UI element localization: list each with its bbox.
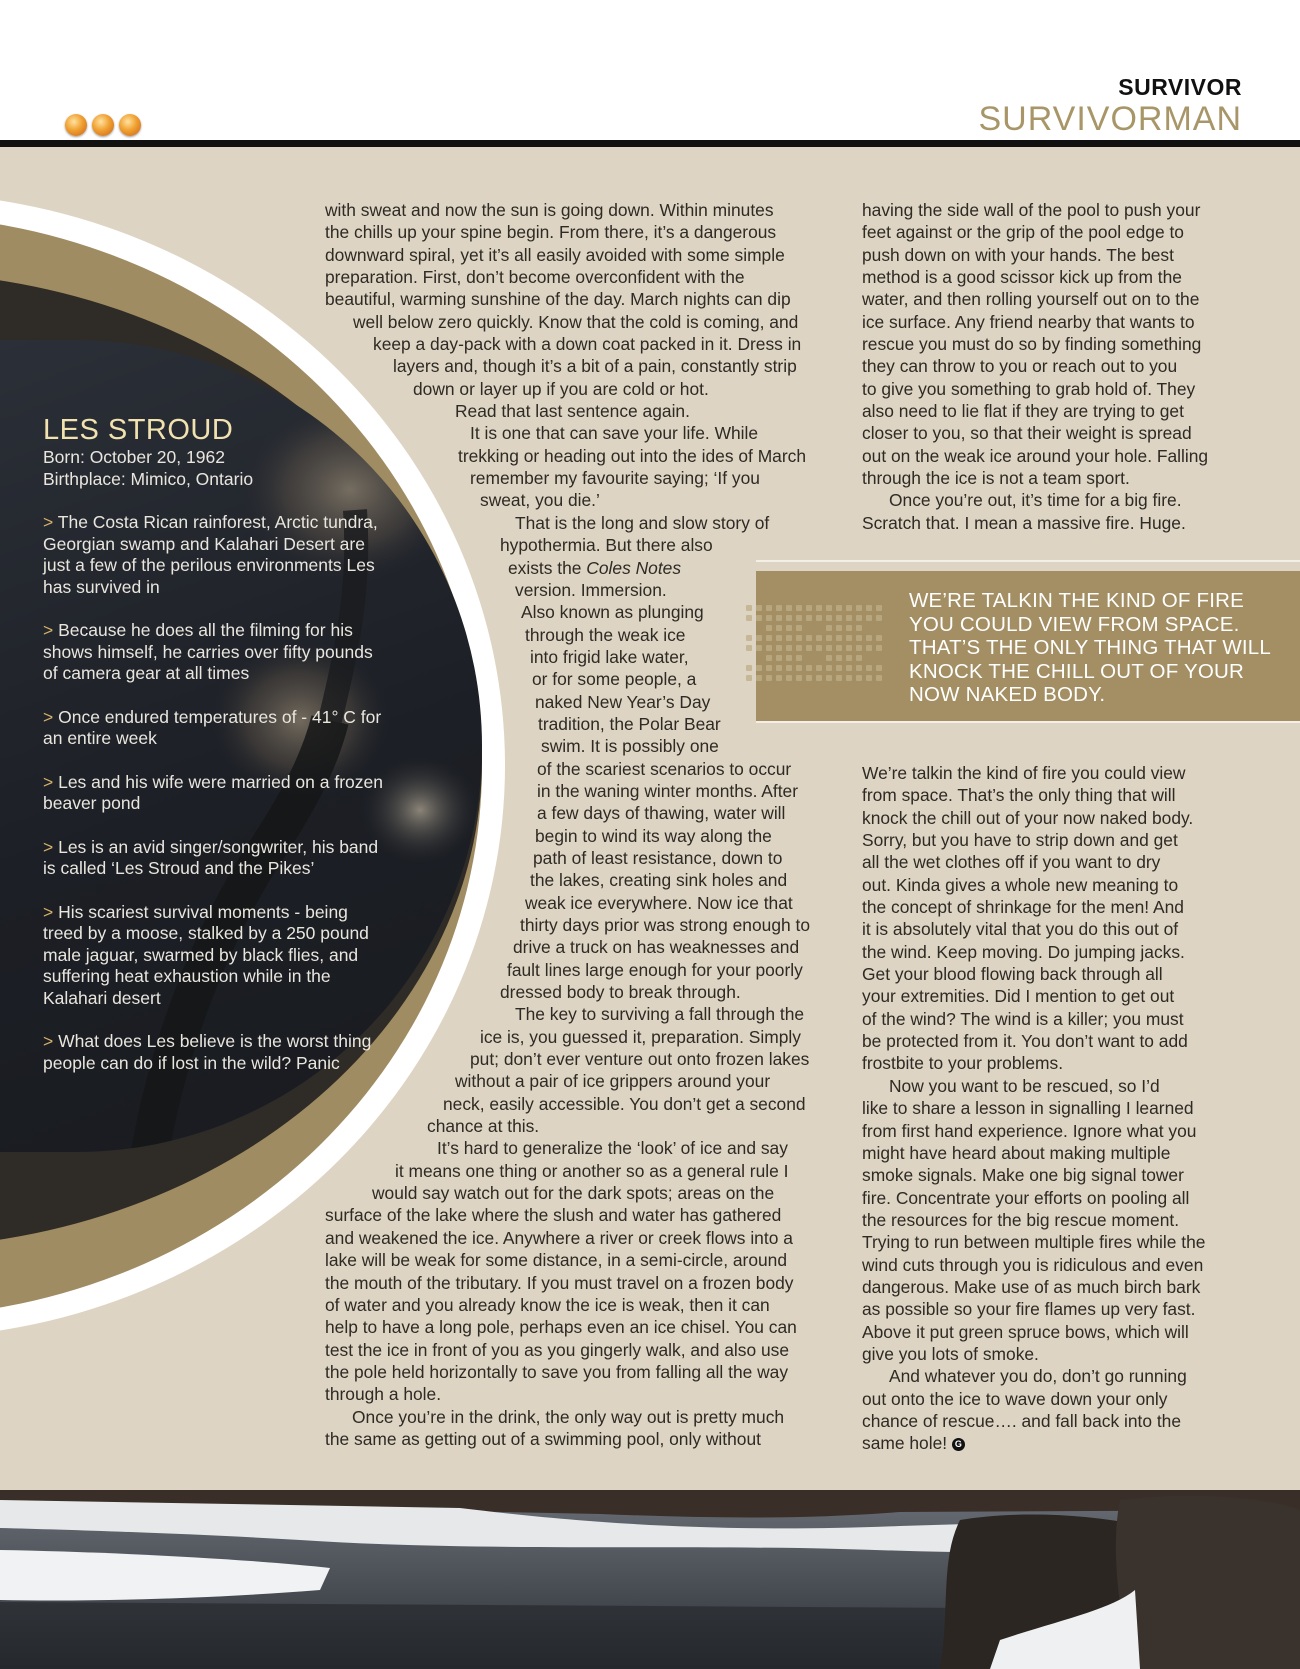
article-line: the chills up your spine begin. From there, it’s a dangerous [325,222,777,243]
article-line: dressed body to break through. [500,982,741,1003]
article-line: down or layer up if you are cold or hot. [413,378,709,399]
article-line: water, and then rolling yourself out on to the [862,289,1200,310]
article-line: dangerous. Make use of as much birch bark [862,1276,1201,1297]
article-line: through a hole. [325,1384,442,1405]
decorative-dots [65,114,141,136]
article-line: out onto the ice to wave down your only [862,1388,1168,1409]
article-line: Get your blood flowing back through all [862,964,1163,985]
article-line: through the ice is not a team sport. [862,468,1130,489]
article-line: tradition, the Polar Bear [538,713,721,734]
article-line: Now you want to be rescued, so I’d [889,1075,1160,1096]
article-line: knock the chill out of your now naked body. [862,807,1194,828]
bullet-arrow-icon: > [43,1031,59,1051]
article-line: the wind. Keep moving. Do jumping jacks. [862,941,1185,962]
article-line: begin to wind its way along the [535,825,772,846]
profile-birthplace: Birthplace: Mimico, Ontario [43,468,254,489]
article-line: in the waning winter months. After [537,780,798,801]
article-line: Read that last sentence again. [455,401,690,422]
article-line: naked New Year’s Day [535,691,711,712]
article-line: be protected from it. You don’t want to add [862,1031,1188,1052]
article-line: layers and, though it’s a bit of a pain, constantly strip [393,356,797,377]
article-line: weak ice everywhere. Now ice that [525,892,793,913]
article-line: also need to lie flat if they are trying to get [862,401,1184,422]
article-line: same hole! G [862,1432,1262,1454]
bullet-arrow-icon: > [43,706,59,727]
article-line: And whatever you do, don’t go running [889,1366,1187,1387]
article-line: smoke signals. Make one big signal tower [862,1165,1184,1186]
article-line: Above it put green spruce bows, which will [862,1321,1189,1342]
article-line: downward spiral, yet it’s all easily avoided with some simple [325,244,785,265]
fact-text: His scariest survival moments - being treed by a moose, stalked by a 250 pound male jaguar, swarmed by black flies, and suffering heat exhaustion while in the Kalahari desert [43,901,369,1008]
article-line: through the weak ice [525,624,686,645]
article-line: It’s hard to generalize the ‘look’ of ice and say [437,1138,788,1159]
article-line: It is one that can save your life. While [470,423,759,444]
article-line: of water and you already know the ice is weak, then it can [325,1294,770,1315]
article-line: or for some people, a [532,669,697,690]
article-line: ice surface. Any friend nearby that wants to [862,311,1195,332]
article-line: Trying to run between multiple fires while the [862,1232,1206,1253]
fact-text: Les is an avid singer/songwriter, his band is called ‘Les Stroud and the Pikes’ [43,836,379,878]
article-line: hypothermia. But there also [500,535,713,556]
article-line: remember my favourite saying; ‘If you [470,468,760,489]
article-line: path of least resistance, down to [533,847,783,868]
article-line: to give you something to grab hold of. They [862,378,1196,399]
pullquote-text: WE’RE TALKIN THE KIND OF FIRE YOU COULD VIEW FROM SPACE. THAT’S THE ONLY THING THAT WILL KNOCK THE CHILL OUT OF YOUR NOW NAKED BODY. [909,589,1271,706]
article-line: out on the weak ice around your hole. Falling [862,445,1209,466]
bullet-arrow-icon: > [43,836,59,857]
article-line: test the ice in front of you as you gingerly walk, and also use [325,1339,790,1360]
article-line: of the scariest scenarios to occur [537,758,792,779]
article-line: We’re talkin the kind of fire you could view [862,763,1186,783]
article-line: ice is, you guessed it, preparation. Simply [480,1026,801,1047]
article-line: Scratch that. I mean a massive fire. Huge. [862,512,1186,533]
article-line: That is the long and slow story of [515,512,770,533]
article-line: like to share a lesson in signalling I learned [862,1098,1194,1119]
article-line: chance at this. [427,1116,540,1137]
article-line: drive a truck on has weaknesses and [513,937,800,958]
article-line: trekking or heading out into the ides of March [458,445,807,466]
article-line: thirty days prior was strong enough to [520,915,810,935]
article-line: well below zero quickly. Know that the cold is coming, and [353,311,799,332]
fact-text: Once endured temperatures of - 41° C for an entire week [43,706,382,748]
article-line: Also known as plunging [521,602,704,623]
article-line: into frigid lake water, [530,646,689,667]
article-line: The key to surviving a fall through the [515,1004,805,1025]
profile-name: LES STROUD [43,414,234,446]
article-line: beautiful, warming sunshine of the day. March nights can dip [325,289,791,310]
article-line: keep a day-pack with a down coat packed in it. Dress in [373,334,802,355]
article-line: fire. Concentrate your efforts on pooling all [862,1187,1190,1208]
article-line: closer to you, so that their weight is spread [862,423,1192,444]
article-line: wind cuts through you is ridiculous and even [862,1254,1204,1275]
orange-dot-icon [65,114,87,136]
fact-text: What does Les believe is the worst thing people can do if lost in the wild? Panic [43,1031,372,1073]
profile-born: Born: October 20, 1962 [43,447,225,467]
article-line: of the wind? The wind is a killer; you must [862,1008,1184,1029]
article-line: Once you’re in the drink, the only way out is pretty much [352,1406,785,1427]
article-line: the concept of shrinkage for the men! And [862,897,1184,918]
article-line: the lakes, creating sink holes and [530,870,788,891]
article-line: might have heard about making multiple [862,1142,1171,1163]
article-line: with sweat and now the sun is going down. Within minutes [325,200,774,220]
article-line: sweat, you die.’ [480,490,600,511]
bullet-arrow-icon: > [43,512,58,532]
fact-text: Because he does all the filming for his shows himself, he carries over fifty pounds of camera gear at all times [43,620,373,683]
article-line: out. Kinda gives a whole new meaning to [862,874,1179,895]
article-line: method is a good scissor kick up from the [862,267,1182,288]
article-line: give you lots of smoke. [862,1343,1039,1364]
article-line: a few days of thawing, water will [537,803,786,824]
article-line: version. Immersion. [515,579,667,600]
article-line: frostbite to your problems. [862,1053,1064,1074]
article-line: the pole held horizontally to save you from falling all the way [325,1361,789,1382]
article-line: help to have a long pole, perhaps even an ice chisel. You can [325,1317,797,1338]
article-column-2-top [862,199,1262,534]
bullet-arrow-icon: > [43,771,59,792]
article-line: neck, easily accessible. You don’t get a second [443,1093,806,1114]
article-line: the resources for the big rescue moment. [862,1209,1180,1230]
header-rule [0,140,1300,147]
article-line: exists the Coles Notes [508,557,682,578]
article-line: push down on with your hands. The best [862,244,1174,265]
fact-text: Les and his wife were married on a frozen beaver pond [43,771,383,813]
article-line: it is absolutely vital that you do this out of [862,919,1179,940]
frozen-lake-photo [0,1490,1300,1669]
page-header [0,0,1300,140]
orange-dot-icon [92,114,114,136]
article-line: the same as getting out of a swimming pool, only without [325,1428,761,1449]
article-line: it means one thing or another so as a general rule I [395,1160,789,1181]
article-line: fault lines large enough for your poorly [507,959,803,980]
article-column-1 [325,199,845,1450]
bullet-arrow-icon: > [43,620,59,640]
article-line: without a pair of ice grippers around your [455,1071,771,1092]
article-line: Sorry, but you have to strip down and get [862,830,1178,851]
article-line: feet against or the grip of the pool edge to [862,222,1184,243]
end-mark-icon: G [952,1438,965,1451]
article-line: the mouth of the tributary. If you must travel on a frozen body [325,1272,794,1293]
fact-text: The Costa Rican rainforest, Arctic tundra, Georgian swamp and Kalahari Desert are just a few of the perilous environments Les has survived in [43,512,378,597]
article-line: swim. It is possibly one [541,736,719,757]
article-line: rescue you must do so by finding something [862,334,1202,355]
article-line: lake will be weak for some distance, in a semi-circle, around [325,1250,788,1271]
subsection-label: SURVIVORMAN [978,100,1242,138]
article-line: having the side wall of the pool to push your [862,200,1201,220]
orange-dot-icon [119,114,141,136]
bullet-arrow-icon: > [43,901,59,922]
article-line: your extremities. Did I mention to get out [862,986,1175,1007]
article-line: surface of the lake where the slush and water has gathered [325,1205,782,1226]
article-line: from first hand experience. Ignore what you [862,1120,1197,1141]
article-line: Once you’re out, it’s time for a big fire. [889,490,1182,511]
article-line: they can throw to you or reach out to you [862,356,1178,377]
article-line: as possible so your fire flames up very fast. [862,1299,1196,1320]
article-line: would say watch out for the dark spots; areas on the [372,1183,775,1204]
frozen-lake-image [0,1490,1300,1669]
article-line: put; don’t ever venture out onto frozen lakes [470,1049,810,1070]
article-line: chance of rescue…. and fall back into the [862,1410,1182,1431]
article-line: from space. That’s the only thing that will [862,785,1176,806]
article-column-2-bottom [862,762,1262,1455]
article-line: all the wet clothes off if you want to dry [862,852,1161,873]
section-label: SURVIVOR [1118,74,1242,100]
article-line: preparation. First, don’t become overconfident with the [325,267,745,288]
article-line: and weakened the ice. Anywhere a river or creek flows into a [325,1227,793,1248]
